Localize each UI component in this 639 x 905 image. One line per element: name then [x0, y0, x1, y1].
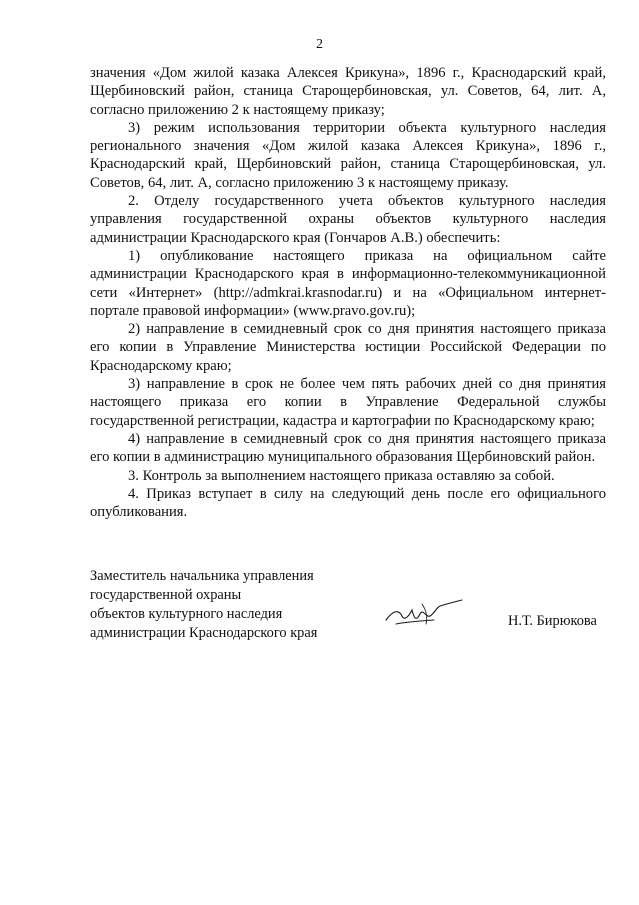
paragraph: 4) направление в семидневный срок со дня принятия настоящего приказа его копии в администрацию муниципального образования Щербиновский район.: [90, 430, 606, 466]
signatory-position: [90, 567, 350, 643]
paragraph: значения «Дом жилой казака Алексея Крикуна», 1896 г., Краснодарский край, Щербиновский район, станица Старощербиновская, ул. Советов, 64, лит. А, согласно приложению 2 к настоящему приказу;: [90, 65, 606, 118]
signatory-name: Н.Т. Бирюкова: [508, 613, 597, 629]
paragraph: 3. Контроль за выполнением настоящего приказа оставляю за собой.: [128, 467, 555, 484]
position-line: Заместитель начальника управления: [90, 568, 314, 584]
paragraph: 3) направление в срок не более чем пять рабочих дней со дня принятия настоящего приказа его копии в Управление Федеральной службы государственной регистрации, кадастра и картографии по Краснодарскому краю;: [90, 376, 606, 429]
paragraph: 3) режим использования территории объекта культурного наследия регионального значения «Дом жилой казака Алексея Крикуна», 1896 г., Краснодарский край, Щербиновский район, станица Старощербиновская, ул. Советов, 64, лит. А, согласно приложению 3 к настоящему приказу.: [90, 119, 606, 191]
position-line: администрации Краснодарского края: [90, 625, 318, 641]
page-number: 2: [316, 37, 323, 52]
document-body: [90, 64, 606, 521]
position-line: государственной охраны: [90, 587, 242, 603]
handwritten-signature: [382, 594, 466, 632]
paragraph: 2) направление в семидневный срок со дня принятия настоящего приказа его копии в Управление Министерства юстиции Российской Федерации по Краснодарскому краю;: [90, 321, 606, 374]
paragraph: 4. Приказ вступает в силу на следующий день после его официального опубликования.: [90, 485, 606, 521]
paragraph: 1) опубликование настоящего приказа на официальном сайте администрации Краснодарского края в информационно-телекоммуникационной сети «Интернет» (http://admkrai.krasnodar.ru) и на «Официальном интернет-портале правовой информации» (www.pravo.gov.ru);: [90, 247, 606, 319]
position-line: объектов культурного наследия: [90, 606, 283, 622]
paragraph: 2. Отделу государственного учета объектов культурного наследия управления государственной охраны объектов культурного наследия администрации Краснодарского края (Гончаров А.В.) обеспечить:: [90, 193, 606, 246]
